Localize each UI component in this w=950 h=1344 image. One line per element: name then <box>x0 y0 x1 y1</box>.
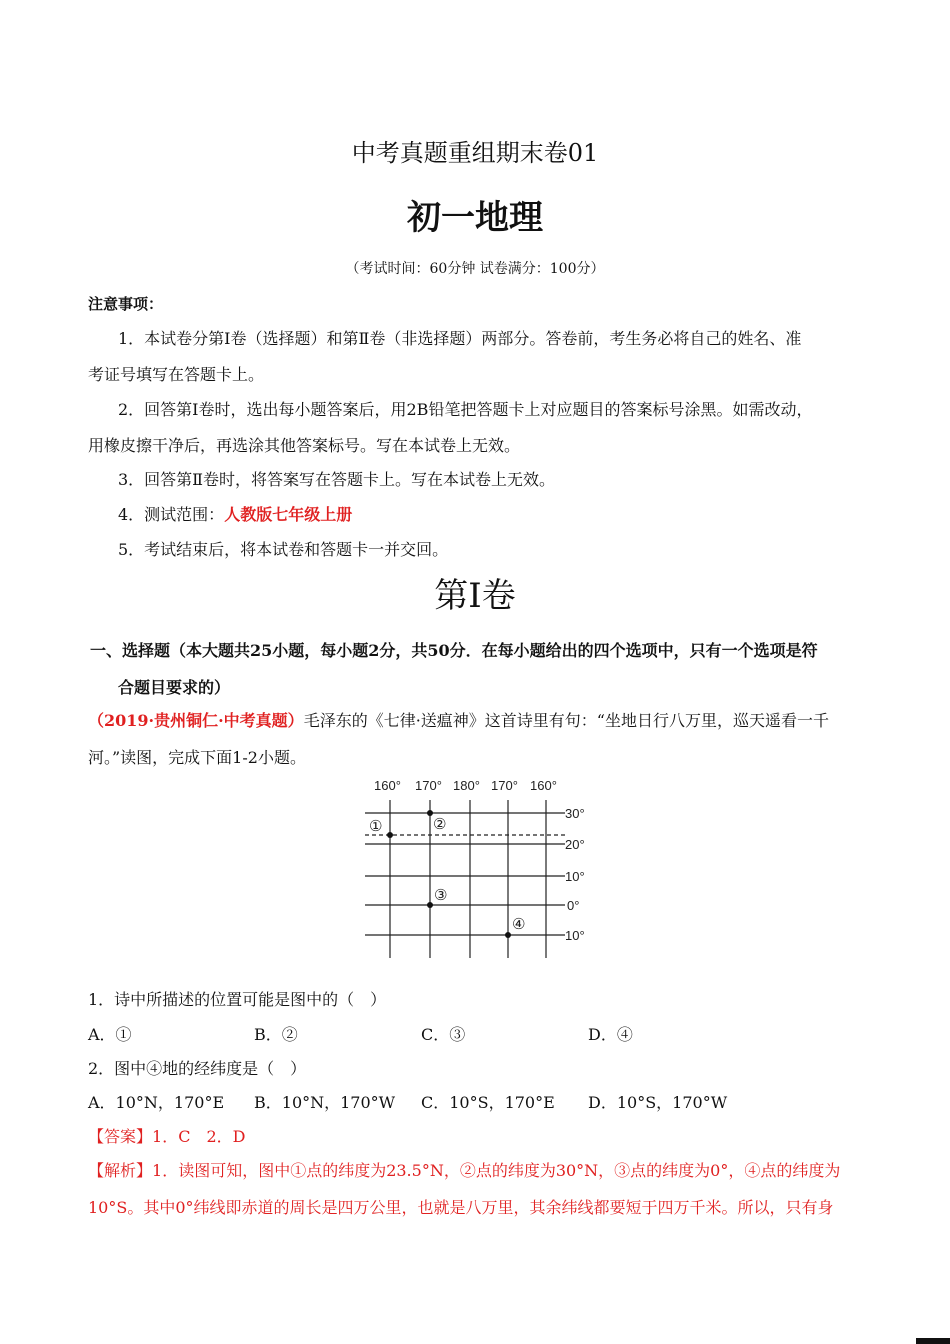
point-1-label: ① <box>369 817 383 835</box>
lat-label-5: 10° <box>565 928 585 943</box>
point-2-label: ② <box>433 815 447 833</box>
point-1-dot <box>387 832 393 838</box>
q2-option-b: B．10°N，170°W <box>254 1093 396 1112</box>
stem-line-b: 河。”读图，完成下面1-2小题。 <box>88 748 306 767</box>
section-heading-a: 一、选择题（本大题共25小题，每小题2分，共50分．在每小题给出的四个选项中，只有一个选项是符 <box>90 641 818 660</box>
question-1-stem: 1．诗中所描述的位置可能是图中的（ ） <box>88 990 387 1009</box>
lon-label-2: 170° <box>415 778 442 793</box>
point-labels <box>369 815 525 933</box>
note-item-4-prefix: 4．测试范围： <box>118 505 225 524</box>
latitude-labels <box>565 806 585 943</box>
analysis-line-2: 10°S。其中0°纬线即赤道的周长是四万公里，也就是八万里，其余纬线都要短于四万千米。所以，只有身 <box>88 1198 834 1217</box>
lat-label-3: 10° <box>565 869 585 884</box>
section-heading-b: 合题目要求的） <box>118 678 231 697</box>
test-scope: 人教版七年级上册 <box>224 505 353 524</box>
note-item-1b: 考证号填写在答题卡上。 <box>88 365 265 384</box>
page-corner-mark <box>916 1338 950 1344</box>
grid-lines <box>365 800 565 958</box>
longitude-labels <box>374 778 557 793</box>
question-2-stem: 2．图中④地的经纬度是（ ） <box>88 1059 307 1078</box>
notes-heading: 注意事项： <box>88 295 164 313</box>
lat-label-4: 0° <box>567 898 580 913</box>
lat-long-grid-diagram <box>360 772 600 962</box>
point-4-dot <box>505 932 511 938</box>
lon-label-4: 170° <box>491 778 518 793</box>
volume-title: 第Ⅰ卷 <box>434 576 516 616</box>
question-source: （2019·贵州铜仁·中考真题） <box>88 711 304 730</box>
answer-line <box>88 1124 245 1147</box>
note-item-2a: 2．回答第Ⅰ卷时，选出每小题答案后，用2B铅笔把答题卡上对应题目的答案标号涂黑。如需改动， <box>118 400 813 419</box>
exam-info: （考试时间：60分钟 试卷满分：100分） <box>345 261 605 277</box>
point-3-dot <box>427 902 433 908</box>
answer-text: 1．C 2．D <box>152 1127 246 1146</box>
q1-option-d: D．④ <box>588 1025 633 1044</box>
analysis-label: 【解析】 <box>88 1161 153 1180</box>
note-item-1a: 1．本试卷分第Ⅰ卷（选择题）和第Ⅱ卷（非选择题）两部分。答卷前，考生务必将自己的姓名、准 <box>118 329 802 348</box>
lat-label-1: 30° <box>565 806 585 821</box>
lon-label-5: 160° <box>530 778 557 793</box>
note-item-4 <box>118 502 352 525</box>
q2-option-c: C．10°S，170°E <box>421 1093 555 1112</box>
answer-label: 【答案】 <box>88 1127 153 1146</box>
analysis-text-1: 1．读图可知，图中①点的纬度为23.5°N，②点的纬度为30°N，③点的纬度为0°，④点的纬度为 <box>152 1161 841 1180</box>
subject-title: 初一地理 <box>407 198 543 238</box>
question-stem-intro <box>88 708 829 731</box>
point-4-label: ④ <box>512 915 526 933</box>
q2-option-d: D．10°S，170°W <box>588 1093 728 1112</box>
q1-option-a: A．① <box>88 1025 132 1044</box>
point-markers <box>387 810 511 938</box>
lat-label-2: 20° <box>565 837 585 852</box>
note-item-5: 5．考试结束后，将本试卷和答题卡一并交回。 <box>118 540 449 559</box>
point-3-label: ③ <box>434 886 448 904</box>
exam-title: 中考真题重组期末卷01 <box>351 139 599 167</box>
q2-option-a: A．10°N，170°E <box>88 1093 225 1112</box>
stem-line-a: 毛泽东的《七律·送瘟神》这首诗里有句：“坐地日行八万里，巡天遥看一千 <box>303 711 829 730</box>
lon-label-1: 160° <box>374 778 401 793</box>
note-item-3: 3．回答第Ⅱ卷时，将答案写在答题卡上。写在本试卷上无效。 <box>118 470 556 489</box>
analysis-line-1 <box>88 1158 840 1181</box>
note-item-2b: 用橡皮擦干净后，再选涂其他答案标号。写在本试卷上无效。 <box>88 436 521 455</box>
q1-option-b: B．② <box>254 1025 298 1044</box>
lon-label-3: 180° <box>453 778 480 793</box>
q1-option-c: C．③ <box>421 1025 466 1044</box>
